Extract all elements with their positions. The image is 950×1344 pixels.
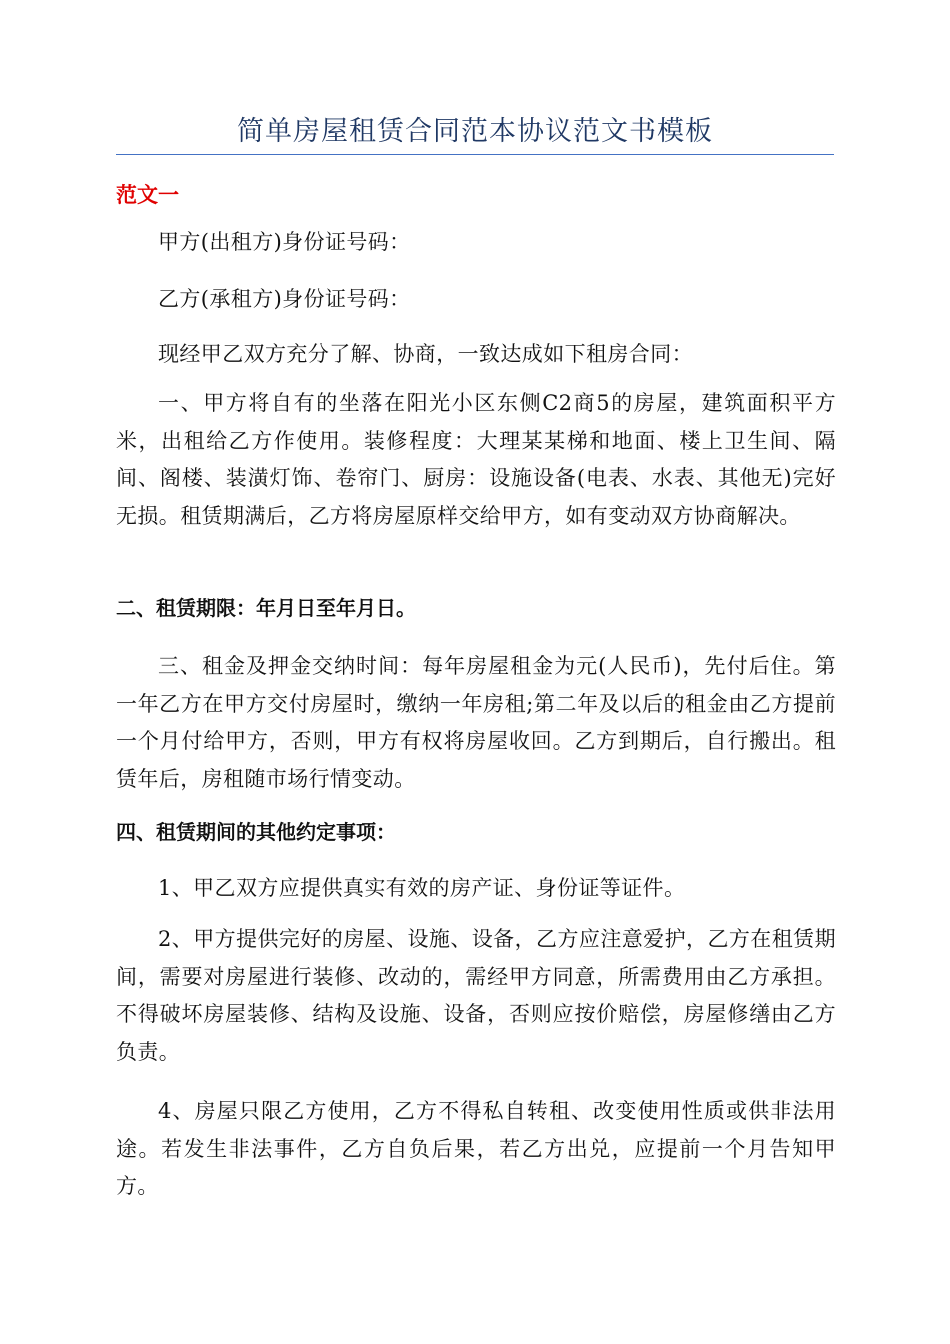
party-b-line: 乙方(承租方)身份证号码： — [158, 287, 411, 311]
intro-line: 现经甲乙双方充分了解、协商，一致达成如下租房合同： — [158, 342, 693, 366]
section-label: 范文一 — [116, 183, 179, 207]
party-a-line: 甲方(出租方)身份证号码： — [158, 230, 411, 254]
clause-1-paragraph: 一、甲方将自有的坐落在阳光小区东侧C2商5的房屋，建筑面积平方米，出租给乙方作使用。装修程度：大理某某梯和地面、楼上卫生间、隔间、阁楼、装潢灯饰、卷帘门、厨房：设施设备(电表、水表、其他无)完好无损。租赁期满后，乙方将房屋原样交给甲方，如有变动双方协商解决。 — [116, 391, 836, 528]
clause-2-heading: 二、租赁期限：年月日至年月日。 — [116, 596, 416, 620]
document-title: 简单房屋租赁合同范本协议范文书模板 — [237, 116, 713, 147]
clause-4-heading: 四、租赁期间的其他约定事项： — [116, 820, 396, 844]
item-2-paragraph: 2、甲方提供完好的房屋、设施、设备，乙方应注意爱护，乙方在租赁期间，需要对房屋进行装修、改动的，需经甲方同意，所需费用由乙方承担。不得破坏房屋装修、结构及设施、设备，否则应按价赔偿，房屋修缮由乙方负责。 — [116, 927, 836, 1064]
item-1-line: 1、甲乙双方应提供真实有效的房产证、身份证等证件。 — [158, 876, 686, 900]
item-4-paragraph: 4、房屋只限乙方使用，乙方不得私自转租、改变使用性质或供非法用途。若发生非法事件，乙方自负后果，若乙方出兑，应提前一个月告知甲方。 — [116, 1099, 836, 1198]
clause-3-paragraph: 三、租金及押金交纳时间：每年房屋租金为元(人民币)，先付后住。第一年乙方在甲方交付房屋时，缴纳一年房租;第二年及以后的租金由乙方提前一个月付给甲方，否则，甲方有权将房屋收回。乙方到期后，自行搬出。租赁年后，房租随市场行情变动。 — [116, 654, 836, 791]
title-underline — [116, 154, 834, 155]
